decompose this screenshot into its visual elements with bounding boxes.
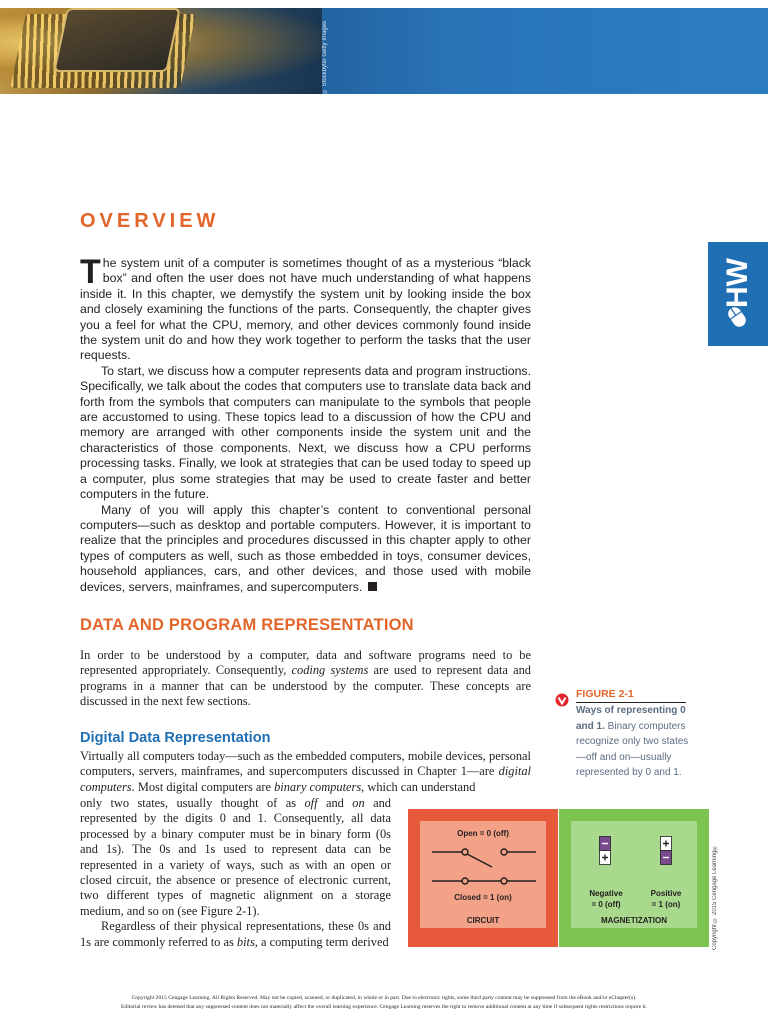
closed-switch [432,878,536,884]
term-digital-computers: digital computers [80,764,531,794]
overview-paragraph-1 [80,253,531,364]
figure-caption [576,703,696,781]
overview-paragraph-3 [80,503,531,595]
side-tab-label: HW [721,258,754,308]
circuit-panel [408,809,558,947]
negative-label-line-2: = 0 (off) [591,900,621,909]
term-off: off [304,796,318,810]
overview-heading: OVERVIEW [80,210,220,232]
sub-text-c: , which can understand [361,779,476,794]
overview-paragraph-1-text: he system unit of a computer is sometimes thought of as a mysterious “black box” and often the user does not have much understanding of what happens inside it. In this chapter, we demystify the system unit by looking inside the box and closely examining the functions of the parts. Consequently, the chapter gives you a feel for what the CPU, memory, and other devices commonly found inside the system unit do and how they work together to perform the tasks that the user requests. [80,256,531,363]
page-footer [60,994,708,1012]
cpu-chip-photo [0,8,322,94]
circuit-switches-diagram [430,843,538,895]
mouse-icon [723,302,751,332]
sub-text-g: Regardless of their physical representations, these 0s and 1s are commonly referred to as [80,919,391,949]
closed-label: Closed = 1 (on) [454,893,512,902]
sub-text-b: . Most digital computers are [131,779,275,794]
section-intro-text-a: In order to be understood by a computer, data and software programs need to be represented appropriately. Consequently, [80,648,531,678]
drop-cap: T [80,253,101,291]
negative-label-line-1: Negative [589,889,623,898]
magnetization-title: MAGNETIZATION [600,916,668,925]
section-intro-term: coding systems [291,663,369,678]
overview-paragraph-2: To start, we discuss how a computer represents data and program instructions. Specifically, we talk about the codes that computers use to translate data back and forth from the symbols that computers can manipulate to the symbols that people are accustomed to using. These topics lead to a discussion of how the CPU and memory are arranged with other components inside the system unit and the characteristics of those components. Next, we discuss how a CPU performs processing tasks. Finally, we look at strategies that can be used today to speed up a computer, plus some strategies that may be used to create faster and better computers in the future. [80,363,531,502]
sub-text-d: only two states, usually thought of as [80,796,305,810]
figure-number: FIGURE 2-1 [576,688,634,700]
overview-body [80,253,531,595]
overview-paragraph-3-text: Many of you will apply this chapter’s content to conventional personal computers—such as desktop and portable computers. However, it is important to realize that the principles and procedures discussed in this chapter apply to other types of computers as well, such as those embedded in toys, consumer devices, household appliances, cars, and other devices, and those used with mobile devices, servers, mainframes, and supercomputers. [80,502,531,594]
sub-text-f: and represented by the digits 0 and 1. Consequently, all data processed by a binary computer must be in binary form (0s and 1s). The 0s and 1s used to represent data can be represented in a variety of ways, such as with an open or closed circuit, the absence or presence of electronic current, two different types of magnetic alignment on a storage medium, and so on (see Figure 2-1). [80,796,391,918]
footer-line-2: Editorial review has deemed that any suppressed content does not materially affect the overall learning experience. Cengage Learning reserves the right to remove additional content at any time if subsequent rights restrictions require it. [121,1004,647,1010]
figure-2-1 [408,809,709,947]
term-on: on [352,796,365,810]
positive-magnet-icon [660,836,672,866]
open-switch [432,849,536,867]
figure-side-copyright: Copyright © 2015 Cengage Learning® [712,844,718,950]
section-intro-text-b: are used to represent data and programs in a manner that can be understood by the computer. These concepts are discussed in the next few sections. [80,663,531,709]
end-of-section-mark [368,582,377,591]
footer-line-1: Copyright 2015 Cengage Learning. All Rights Reserved. May not be copied, scanned, or duplicated, in whole or in part. Due to electronic rights, some third party content may be suppressed from the eBook and/or eChapter(s). [131,995,637,1001]
figure-marker-icon [555,693,569,707]
sub-text-e: and [317,796,353,810]
chip-die [53,8,181,72]
section-heading: DATA AND PROGRAM REPRESENTATION [80,616,414,634]
sub-text-a: Virtually all computers today—such as the embedded computers, mobile devices, personal computers, servers, mainframes, and supercomputers discussed in Chapter 1—are [80,749,531,779]
chapter-banner [0,8,768,94]
magnetization-panel-inner [571,821,697,928]
circuit-title: CIRCUIT [466,916,500,925]
negative-magnet-icon [599,836,611,866]
magnetization-panel [559,809,709,947]
positive-label [641,888,691,910]
figure-caption-text: Binary computers recognize only two states—off and on—usually represented by 0 and 1. [576,720,689,778]
section-intro [80,648,531,710]
subsection-heading: Digital Data Representation [80,730,271,746]
subsection-paragraph-1-wide [80,749,531,795]
chapter-side-tab [708,242,768,346]
figure-caption-bold: Ways of representing 0 and 1. [576,705,686,732]
open-label: Open = 0 (off) [457,829,509,838]
positive-label-line-1: Positive [650,889,682,898]
term-binary-computers: binary computers [274,779,362,794]
term-bits: bits [236,934,255,949]
negative-label [581,888,631,910]
sub-text-h: , a computing term derived [254,934,389,949]
photo-credit: © Stockbyte/ Getty Images [322,20,328,94]
subsection-paragraph-1-narrow [80,796,391,950]
positive-label-line-2: = 1 (on) [651,900,681,909]
